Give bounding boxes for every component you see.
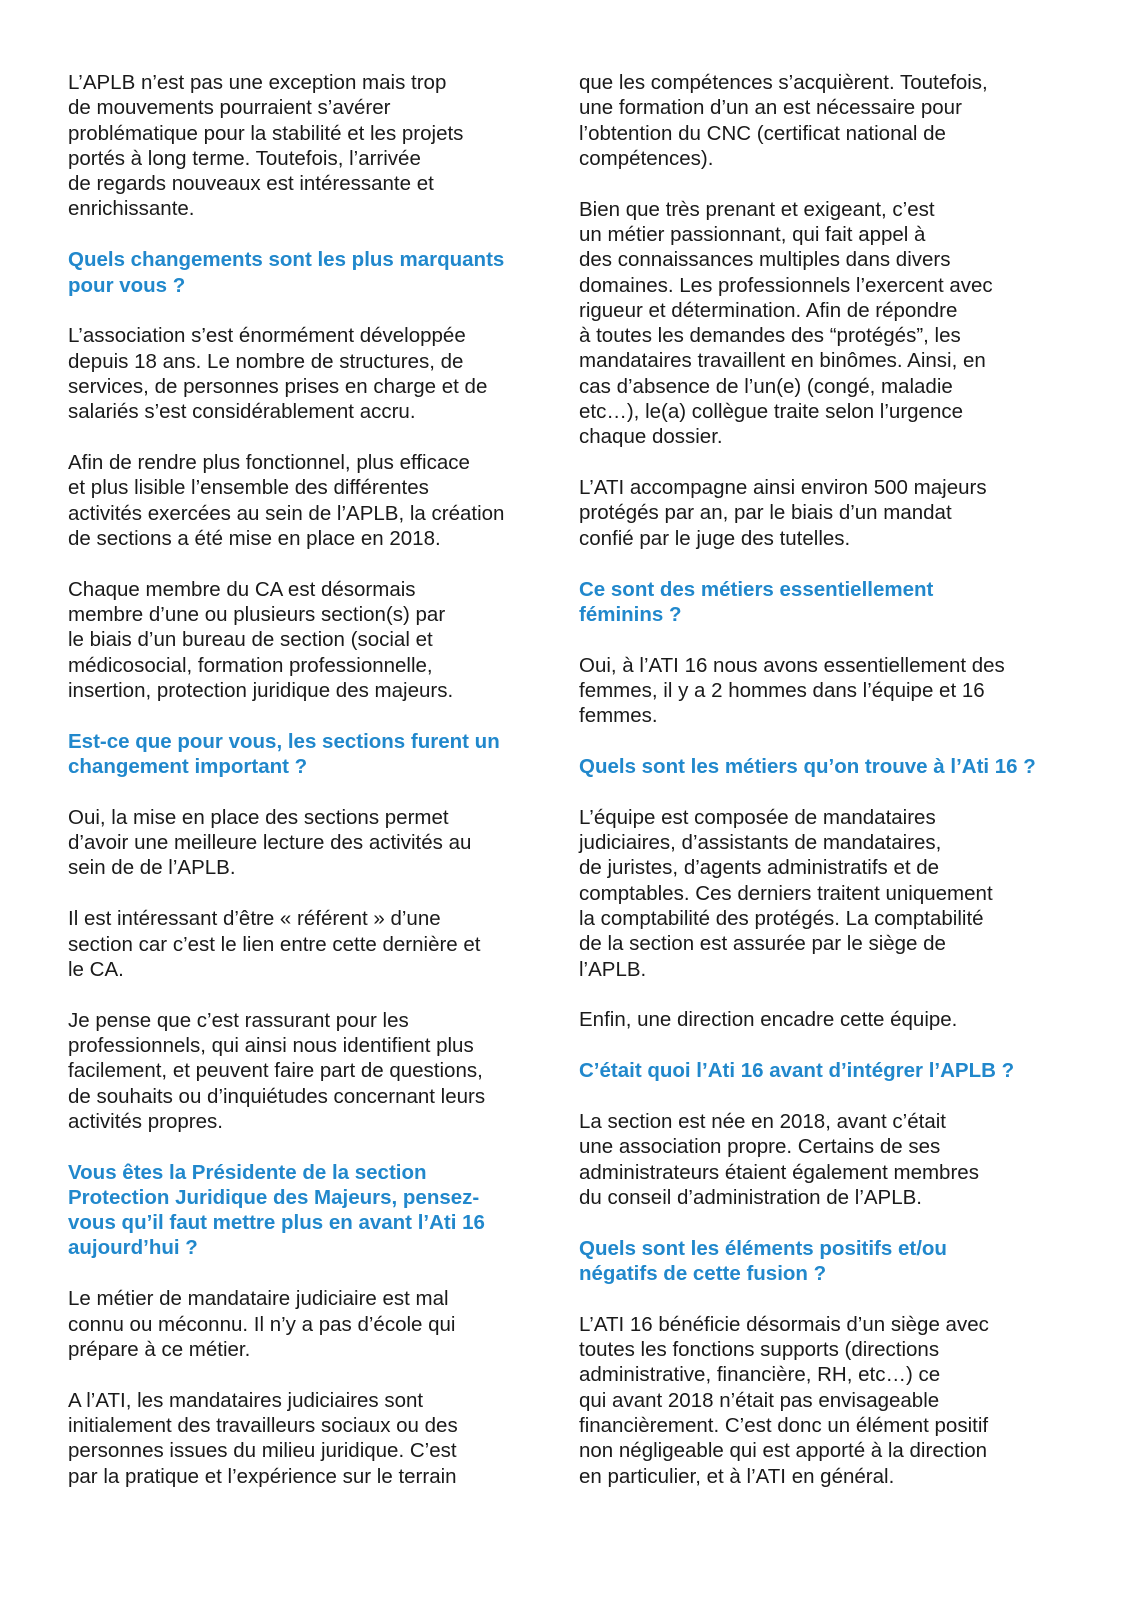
right-column — [579, 70, 1069, 1489]
question-heading: Quels changements sont les plus marquants pour vous ? — [68, 248, 505, 297]
body-paragraph: La section est née en 2018, avant c’était une association propre. Certains de ses administrateurs étaient également membres du conseil d’administration de l’APLB. — [579, 1110, 979, 1209]
body-paragraph: Il est intéressant d’être « référent » d’une section car c’est le lien entre cette dernière et le CA. — [68, 907, 481, 981]
body-paragraph: Oui, à l’ATI 16 nous avons essentiellement des femmes, il y a 2 hommes dans l’équipe et 16 femmes. — [579, 653, 1005, 728]
body-paragraph: Oui, la mise en place des sections permet d’avoir une meilleure lecture des activités au sein de de l’APLB. — [68, 805, 472, 880]
body-paragraph: Je pense que c’est rassurant pour les professionnels, qui ainsi nous identifient plus facilement, et peuvent faire part de questions, de souhaits ou d’inquiétudes concernant leurs activités propres. — [68, 1008, 486, 1133]
question-heading: C’était quoi l’Ati 16 avant d’intégrer l’APLB ? — [579, 1059, 1015, 1083]
body-paragraph: L’ATI 16 bénéficie désormais d’un siège avec toutes les fonctions supports (directions administrative, financière, RH, etc…) ce qui avant 2018 n’était pas envisageable financièrement. C’est donc un élément positif non négligeable qui est apporté à la direction en particulier, et à l’ATI en général. — [579, 1312, 989, 1488]
body-paragraph: A l’ATI, les mandataires judiciaires sont initialement des travailleurs sociaux ou des personnes issues du milieu juridique. C’est par la pratique et l’expérience sur le terrain — [68, 1388, 458, 1488]
body-paragraph: Chaque membre du CA est désormais membre d’une ou plusieurs section(s) par le biais d’un bureau de section (social et médicosocial, formation professionnelle, insertion, protection juridique des majeurs. — [68, 577, 454, 702]
question-heading: Vous êtes la Présidente de la section Protection Juridique des Majeurs, pensez- vous qu’il faut mettre plus en avant l’Ati 16 aujourd’hui ? — [68, 1160, 485, 1260]
body-paragraph: L’association s’est énormément développée depuis 18 ans. Le nombre de structures, de services, de personnes prises en charge et de salariés s’est considérablement accru. — [68, 324, 488, 424]
body-paragraph: L’ATI accompagne ainsi environ 500 majeurs protégés par an, par le biais d’un mandat confié par le juge des tutelles. — [579, 476, 987, 550]
question-heading: Est-ce que pour vous, les sections furent un changement important ? — [68, 729, 500, 779]
left-column — [68, 70, 558, 1489]
body-paragraph: Bien que très prenant et exigeant, c’est un métier passionnant, qui fait appel à des connaissances multiples dans divers domaines. Les professionnels l’exercent avec rigueur et détermination. Afin de répondre à toutes les demandes des “protégés”, les mandataires travaillent en binômes. Ainsi, en cas d’absence de l’un(e) (congé, maladie etc…), le(a) collègue traite selon l’urgence chaque dossier. — [579, 197, 993, 449]
question-heading: Quels sont les éléments positifs et/ou négatifs de cette fusion ? — [579, 1236, 947, 1285]
body-paragraph: Afin de rendre plus fonctionnel, plus efficace et plus lisible l’ensemble des différentes activités exercées au sein de l’APLB, la création de sections a été mise en place en 2018. — [68, 451, 505, 550]
body-paragraph: L’APLB n’est pas une exception mais trop de mouvements pourraient s’avérer problématique pour la stabilité et les projets portés à long terme. Toutefois, l’arrivée de regards nouveaux est intéressante et enrichissante. — [68, 71, 464, 221]
question-heading: Quels sont les métiers qu’on trouve à l’Ati 16 ? — [579, 755, 1036, 779]
body-paragraph: Enfin, une direction encadre cette équipe. — [579, 1008, 958, 1032]
body-paragraph: Le métier de mandataire judiciaire est mal connu ou méconnu. Il n’y a pas d’école qui prépare à ce métier. — [68, 1287, 456, 1361]
body-paragraph: que les compétences s’acquièrent. Toutefois, une formation d’un an est nécessaire pour l’obtention du CNC (certificat national de compétences). — [579, 71, 988, 170]
question-heading: Ce sont des métiers essentiellement féminins ? — [579, 577, 934, 626]
body-paragraph: L’équipe est composée de mandataires judiciaires, d’assistants de mandataires, de juristes, d’agents administratifs et de comptables. Ces derniers traitent uniquement la comptabilité des protégés. La comptabilité de la section est assurée par le siège de l’APLB. — [579, 805, 993, 981]
